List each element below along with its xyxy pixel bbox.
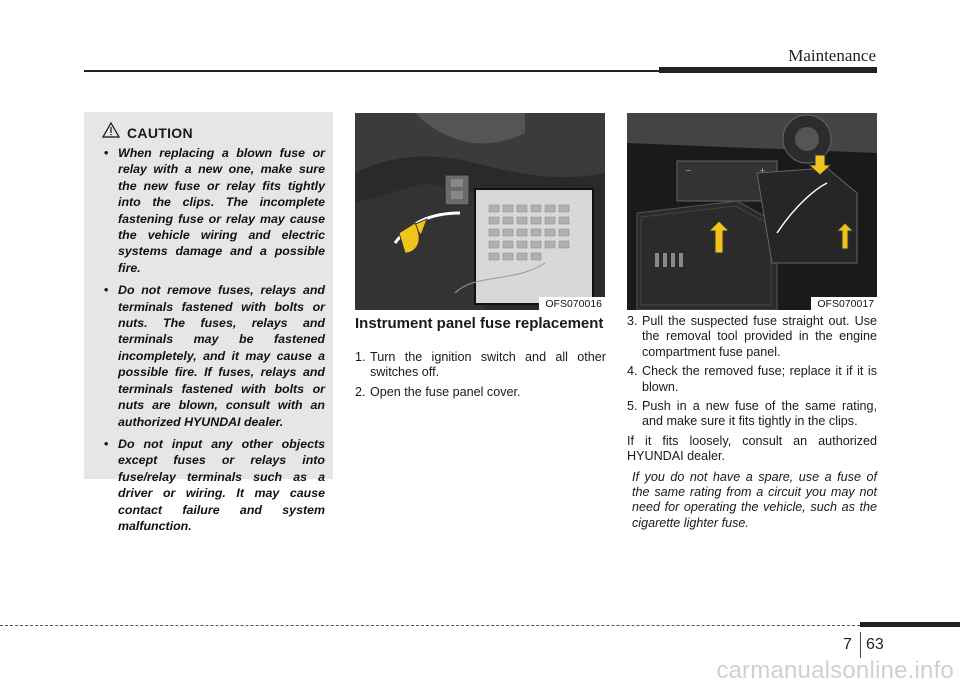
step-text: Push in a new fuse of the same rating, and make sure it fits tightly in the clips. — [642, 399, 877, 429]
step-text: Open the fuse panel cover. — [370, 384, 521, 399]
step-number: 1. — [355, 350, 366, 364]
section-title: Instrument panel fuse replacement — [355, 315, 604, 332]
caution-item-text: Do not remove fuses, relays and terminals fastened with bolts or nuts. The fuses, relays and terminals may be fastened incompletely, and it may cause a possible fire. If fuses, relays and terminals fastened with bolts or nuts are blown, consult with an authorized HYUNDAI dealer. — [118, 283, 325, 429]
instrument-panel-steps — [355, 350, 606, 404]
caution-title: CAUTION — [127, 124, 193, 141]
step-number: 4. — [627, 364, 638, 379]
caution-item — [100, 145, 325, 276]
note-text: If you do not have a spare, use a fuse of the same rating from a circuit you may not need for operating the vehicle, such as the cigarette lighter fuse. — [632, 469, 877, 530]
engine-fuse-steps — [627, 314, 877, 531]
caution-list — [100, 145, 325, 534]
bullet-icon: • — [104, 146, 109, 160]
figure-code-label: OFS070017 — [811, 297, 877, 310]
step-number: 5. — [627, 399, 638, 414]
caution-item — [100, 436, 325, 534]
bullet-icon: • — [104, 283, 109, 298]
step-text: Pull the suspected fuse straight out. Use the removal tool provided in the engine compartment fuse panel. — [642, 314, 877, 359]
svg-text:+: + — [759, 166, 766, 175]
page-number-divider — [860, 632, 861, 658]
step-item — [355, 350, 606, 381]
caution-header — [102, 122, 325, 143]
step-item — [627, 314, 877, 360]
step-item — [627, 364, 877, 395]
page-header-title: Maintenance — [788, 46, 876, 65]
instrument-panel-photo — [355, 113, 605, 310]
step-text: Turn the ignition switch and all other switches off. — [370, 350, 606, 380]
caution-item-text: When replacing a blown fuse or relay with a new one, make sure the new fuse or relay fits tightly into the clips. The incomplete fastening fuse or relay may cause the vehicle wiring and electric systems damage and a possible fire. — [118, 146, 325, 275]
svg-text:−: − — [685, 166, 692, 175]
figure-code-label: OFS070016 — [539, 297, 605, 310]
advice-text: If it fits loosely, consult an authorized HYUNDAI dealer. — [627, 433, 877, 464]
warning-triangle-icon — [102, 122, 120, 143]
figure-instrument-panel-fuse — [355, 113, 605, 310]
caution-item-text: Do not input any other objects except fuses or relays into fuse/relay terminals such as a driver or wiring. It may cause contact failure and system malfunction. — [118, 436, 325, 533]
step-item — [355, 385, 606, 400]
figure-engine-fuse — [627, 113, 877, 310]
chapter-number: 7 — [843, 636, 852, 653]
watermark: carmanualsonline.info — [716, 657, 954, 684]
header-rule — [84, 70, 659, 72]
step-text: Check the removed fuse; replace it if it is blown. — [642, 364, 877, 394]
caution-box — [84, 112, 333, 533]
page-number: 63 — [866, 636, 884, 653]
step-number: 2. — [355, 384, 366, 399]
header-rule-accent — [659, 67, 877, 73]
engine-compartment-photo — [627, 113, 877, 310]
step-item — [627, 399, 877, 430]
bullet-icon: • — [104, 436, 109, 451]
footer-rule — [0, 625, 860, 626]
step-number: 3. — [627, 314, 638, 328]
footer-rule-accent — [860, 622, 960, 627]
caution-item — [100, 282, 325, 430]
